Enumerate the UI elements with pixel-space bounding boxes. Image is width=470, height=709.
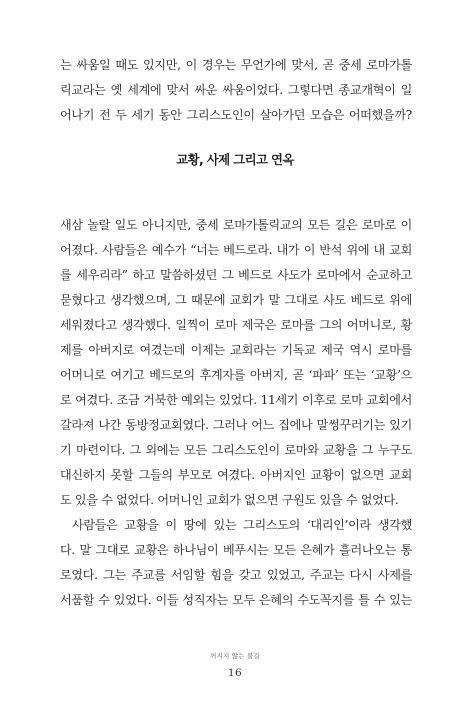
text-line: 서품할 수 있었다. 이들 성직자는 모두 은혜의 수도꼭지를 틀 수 있는	[60, 593, 412, 607]
text-line: 갈라져 나간 동방정교회였다. 그러나 어느 집에나 말썽꾸러기는 있기	[60, 418, 412, 432]
text-line: 기 마련이다. 그 외에는 모든 그리스도인이 로마와 교황을 그 누구도	[60, 443, 412, 457]
section-heading: 교황, 사제 그리고 연옥	[176, 152, 294, 167]
text-line: 묻혔다고 생각했으며, 그 때문에 교회가 말 그대로 사도 베드로 위에	[60, 293, 412, 307]
page-number: 16	[227, 667, 243, 679]
text-line: 릭교라는 옛 세계에 맞서 싸운 싸움이었다. 그렇다면 종교개혁이 일	[60, 83, 412, 97]
paragraph	[60, 213, 412, 513]
text-line: 어졌다. 사람들은 예수가 “너는 베드로라. 내가 이 반석 위에 내 교회	[60, 243, 412, 257]
top-paragraph	[60, 53, 412, 128]
text-line: 어머니로 여기고 베드로의 후계자를 아버지, 곧 ‘파파’ 또는 ‘교황’으	[60, 368, 412, 382]
text-line: 다. 말 그대로 교황은 하나님이 베푸시는 모든 은혜가 흘러나오는 통	[60, 543, 412, 557]
text-line: 새삼 놀랄 일도 아니지만, 중세 로마가톨릭교의 모든 길은 로마로 이	[60, 218, 412, 232]
text-line: 대신하지 못할 그들의 부모로 여겼다. 아버지인 교황이 없으면 교회	[60, 468, 412, 482]
text-line: 세워졌다고 생각했다. 일찍이 로마 제국은 로마를 그의 어머니로, 황	[60, 318, 412, 332]
text-line: 어나기 전 두 세기 동안 그리스도인이 살아가던 모습은 어떠했을까?	[60, 108, 412, 122]
text-line: 로였다. 그는 주교를 서임할 힘을 갖고 있었고, 주교는 다시 사제를	[60, 568, 412, 582]
text-line: 제를 아버지로 여겼는데 이제는 교회라는 기독교 제국 역시 로마를	[60, 343, 412, 357]
text-line: 도 있을 수 없었다. 어머니인 교회가 없으면 구원도 있을 수 없었다.	[60, 493, 399, 507]
body-text	[60, 213, 412, 613]
paragraph	[60, 513, 412, 613]
text-line: 로 여겼다. 조금 거북한 예외는 있었다. 11세기 이후로 로마 교회에서	[60, 393, 412, 407]
text-line: 는 싸움일 때도 있지만, 이 경우는 무언가에 맞서, 곧 중세 로마가톨	[60, 58, 412, 72]
text-line: 사람들은 교황을 이 땅에 있는 그리스도의 ‘대리인’이라 생각했	[72, 518, 412, 532]
running-footer-title: 꺼지지 않는 불길	[210, 652, 260, 660]
text-line: 를 세우리라” 하고 말씀하셨던 그 베드로 사도가 로마에서 순교하고	[60, 268, 412, 282]
